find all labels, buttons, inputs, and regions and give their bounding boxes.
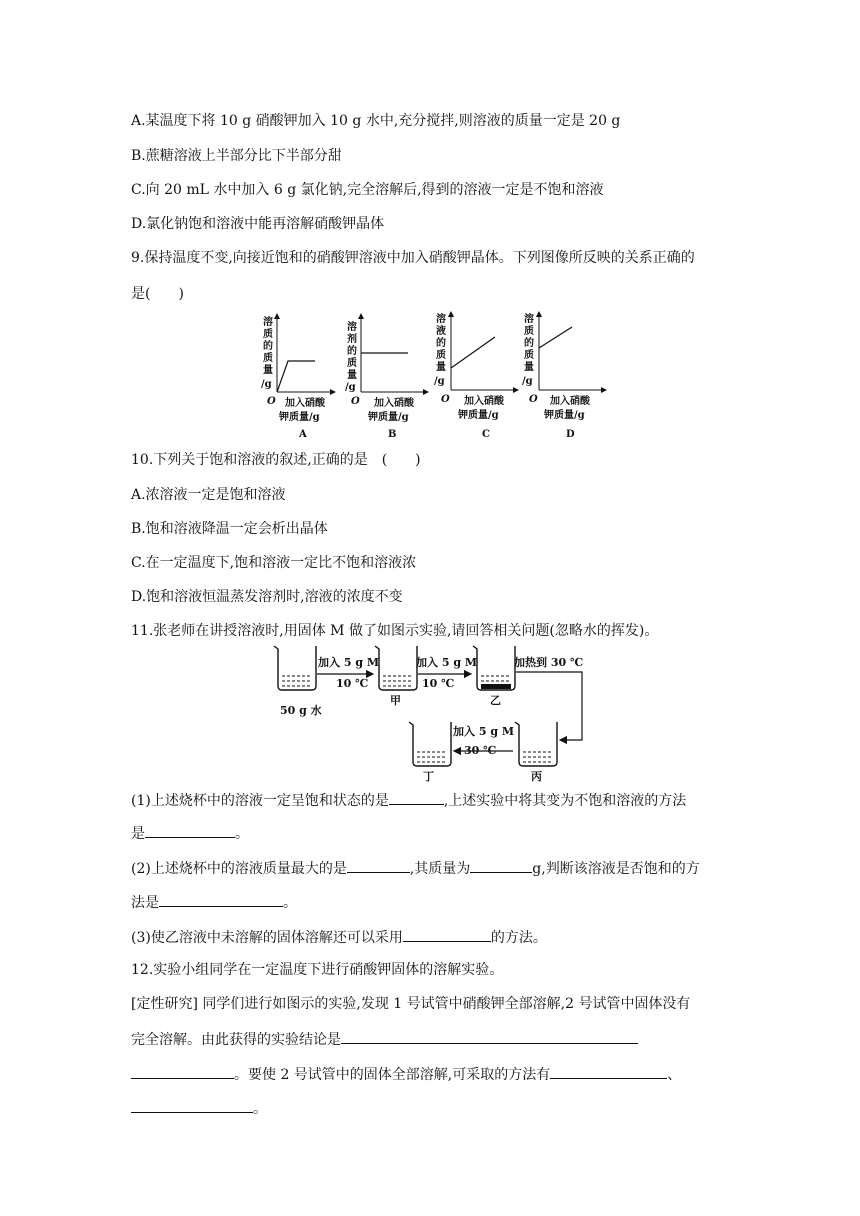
beaker-label-bing: 丙: [531, 770, 542, 783]
q8-option-b: B.蔗糖溶液上半部分比下半部分甜: [131, 148, 342, 164]
beaker-yi-solid: [481, 684, 511, 689]
q10-option-a: A.浓溶液一定是饱和溶液: [131, 487, 286, 503]
beaker-label-yi: 乙: [490, 694, 501, 707]
graph-c-origin: O: [441, 394, 450, 405]
step1-label: 加入 5 g M: [318, 656, 380, 669]
q9-graph-c: [434, 312, 518, 440]
graph-b-ylabel-3: 的: [347, 346, 357, 357]
graph-c-xlabel-2: 钾质量/g: [458, 410, 499, 421]
step3-label: 加热到 30 ℃: [514, 656, 584, 669]
graph-a-letter: A: [299, 429, 307, 440]
beaker-ding: [409, 722, 451, 766]
step2-label: 加入 5 g M: [416, 656, 478, 669]
q11-part2-line2: 法是 。: [131, 891, 297, 913]
graph-c-ylabel-6: /g: [434, 376, 445, 387]
graph-d-letter: D: [566, 429, 575, 440]
q9-stem-line2: 是( ): [131, 286, 184, 302]
q12-line1: [定性研究] 同学们进行如图示的实验,发现 1 号试管中硝酸钾全部溶解,2 号试管中固体没有: [131, 996, 691, 1012]
graph-a-ylabel-1: 溶: [263, 317, 273, 328]
graph-d-origin: O: [529, 394, 538, 405]
graph-a-curve: [277, 361, 315, 392]
step4-temp: 30 ℃: [464, 744, 497, 757]
answer-blank[interactable]: [131, 1097, 253, 1113]
q8-option-c: C.向 20 mL 水中加入 6 g 氯化钠,完全溶解后,得到的溶液一定是不饱和溶液: [131, 182, 604, 198]
q9-graph-a: [261, 314, 335, 440]
graph-c-ylabel-4: 质: [436, 350, 446, 361]
graph-d-ylabel-2: 质: [524, 326, 534, 337]
beaker-label-ding: 丁: [423, 770, 434, 783]
graph-b-ylabel-5: 量: [347, 370, 357, 381]
q9-graphs: [255, 310, 610, 442]
graph-d-xlabel-2: 钾质量/g: [544, 410, 585, 421]
graph-d-ylabel-6: /g: [522, 376, 533, 387]
graph-c-ylabel-1: 溶: [436, 314, 446, 325]
q12-line3: 。要使 2 号试管中的固体全部溶解,可采取的方法有 、: [131, 1063, 681, 1085]
q9-stem-line1: 9.保持温度不变,向接近饱和的硝酸钾溶液中加入硝酸钾晶体。下列图像所反映的关系正确的: [131, 250, 695, 266]
q10-option-b: B.饱和溶液降温一定会析出晶体: [131, 521, 328, 537]
q12-line4: 。: [131, 1097, 267, 1119]
q11-experiment-diagram: [270, 640, 600, 785]
beaker-jia: [375, 646, 417, 690]
graph-b-ylabel-1: 溶: [347, 322, 357, 333]
answer-blank[interactable]: [159, 891, 283, 907]
graph-d-ylabel-1: 溶: [524, 314, 534, 325]
step1-temp: 10 ℃: [336, 677, 369, 690]
graph-b-ylabel-4: 质: [347, 358, 357, 369]
answer-blank[interactable]: [131, 1063, 234, 1079]
graph-a-ylabel-5: 量: [263, 365, 273, 376]
arrow-step3: [516, 672, 582, 740]
q10-stem: 10.下列关于饱和溶液的叙述,正确的是 ( ): [131, 452, 421, 468]
start-label: 50 g 水: [280, 704, 322, 717]
graph-a-ylabel-6: /g: [261, 379, 272, 390]
graph-b-xlabel-2: 钾质量/g: [368, 412, 409, 423]
answer-blank[interactable]: [347, 857, 410, 873]
answer-blank[interactable]: [470, 857, 532, 873]
graph-a-origin: O: [267, 396, 276, 407]
q9-graph-b: [345, 314, 428, 440]
q8-option-a: A.某温度下将 10 g 硝酸钾加入 10 g 水中,充分搅拌,则溶液的质量一定是 20 g: [131, 113, 621, 129]
graph-a-ylabel-3: 的: [263, 341, 273, 352]
graph-a-xlabel-1: 加入硝酸: [285, 398, 325, 409]
graph-b-origin: O: [351, 396, 360, 407]
q12-line2: 完全溶解。由此获得的实验结论是: [131, 1028, 638, 1050]
graph-c-letter: C: [482, 429, 490, 440]
graph-d-ylabel-3: 的: [524, 338, 534, 349]
graph-c-ylabel-3: 的: [436, 338, 446, 349]
graph-d-ylabel-5: 量: [524, 362, 534, 373]
answer-blank[interactable]: [145, 822, 235, 838]
graph-c-ylabel-2: 液: [436, 326, 446, 337]
q11-part1-line2: 是 。: [131, 822, 249, 844]
graph-d-curve: [539, 327, 572, 348]
q11-part2-line1: (2)上述烧杯中的溶液质量最大的是 ,其质量为 g,判断该溶液是否饱和的方: [131, 857, 700, 879]
q9-graph-d: [522, 312, 606, 440]
graph-b-xlabel-1: 加入硝酸: [374, 398, 414, 409]
answer-blank[interactable]: [550, 1063, 667, 1079]
beaker-bing: [515, 722, 557, 766]
graph-b-ylabel-6: /g: [345, 382, 356, 393]
q11-stem: 11.张老师在讲授溶液时,用固体 M 做了如图示实验,请回答相关问题(忽略水的挥发)。: [131, 623, 659, 639]
graph-c-ylabel-5: 量: [436, 362, 446, 373]
q8-option-d: D.氯化钠饱和溶液中能再溶解硝酸钾晶体: [131, 216, 385, 232]
graph-b-letter: B: [388, 429, 397, 440]
q11-part1-line1: (1)上述烧杯中的溶液一定呈饱和状态的是 ,上述实验中将其变为不饱和溶液的方法: [131, 789, 686, 811]
graph-a-ylabel-4: 质: [263, 353, 273, 364]
graph-a-ylabel-2: 质: [263, 329, 273, 340]
q11-part3: (3)使乙溶液中未溶解的固体溶解还可以采用 的方法。: [131, 926, 547, 948]
beaker-yi: [473, 646, 515, 690]
beaker-label-jia: 甲: [390, 694, 401, 707]
step2-temp: 10 ℃: [422, 677, 455, 690]
graph-d-xlabel-1: 加入硝酸: [550, 396, 590, 407]
answer-blank[interactable]: [389, 789, 444, 805]
q10-option-c: C.在一定温度下,饱和溶液一定比不饱和溶液浓: [131, 555, 417, 571]
graph-c-xlabel-1: 加入硝酸: [464, 396, 504, 407]
beaker-start: [274, 646, 316, 690]
q10-option-d: D.饱和溶液恒温蒸发溶剂时,溶液的浓度不变: [131, 589, 403, 605]
graph-a-xlabel-2: 钾质量/g: [279, 412, 320, 423]
answer-blank[interactable]: [341, 1028, 638, 1044]
step4-label: 加入 5 g M: [453, 725, 515, 738]
graph-d-ylabel-4: 质: [524, 350, 534, 361]
answer-blank[interactable]: [403, 926, 491, 942]
q12-stem: 12.实验小组同学在一定温度下进行硝酸钾固体的溶解实验。: [131, 962, 504, 978]
graph-c-curve: [451, 337, 495, 368]
graph-b-ylabel-2: 剂: [347, 334, 357, 345]
